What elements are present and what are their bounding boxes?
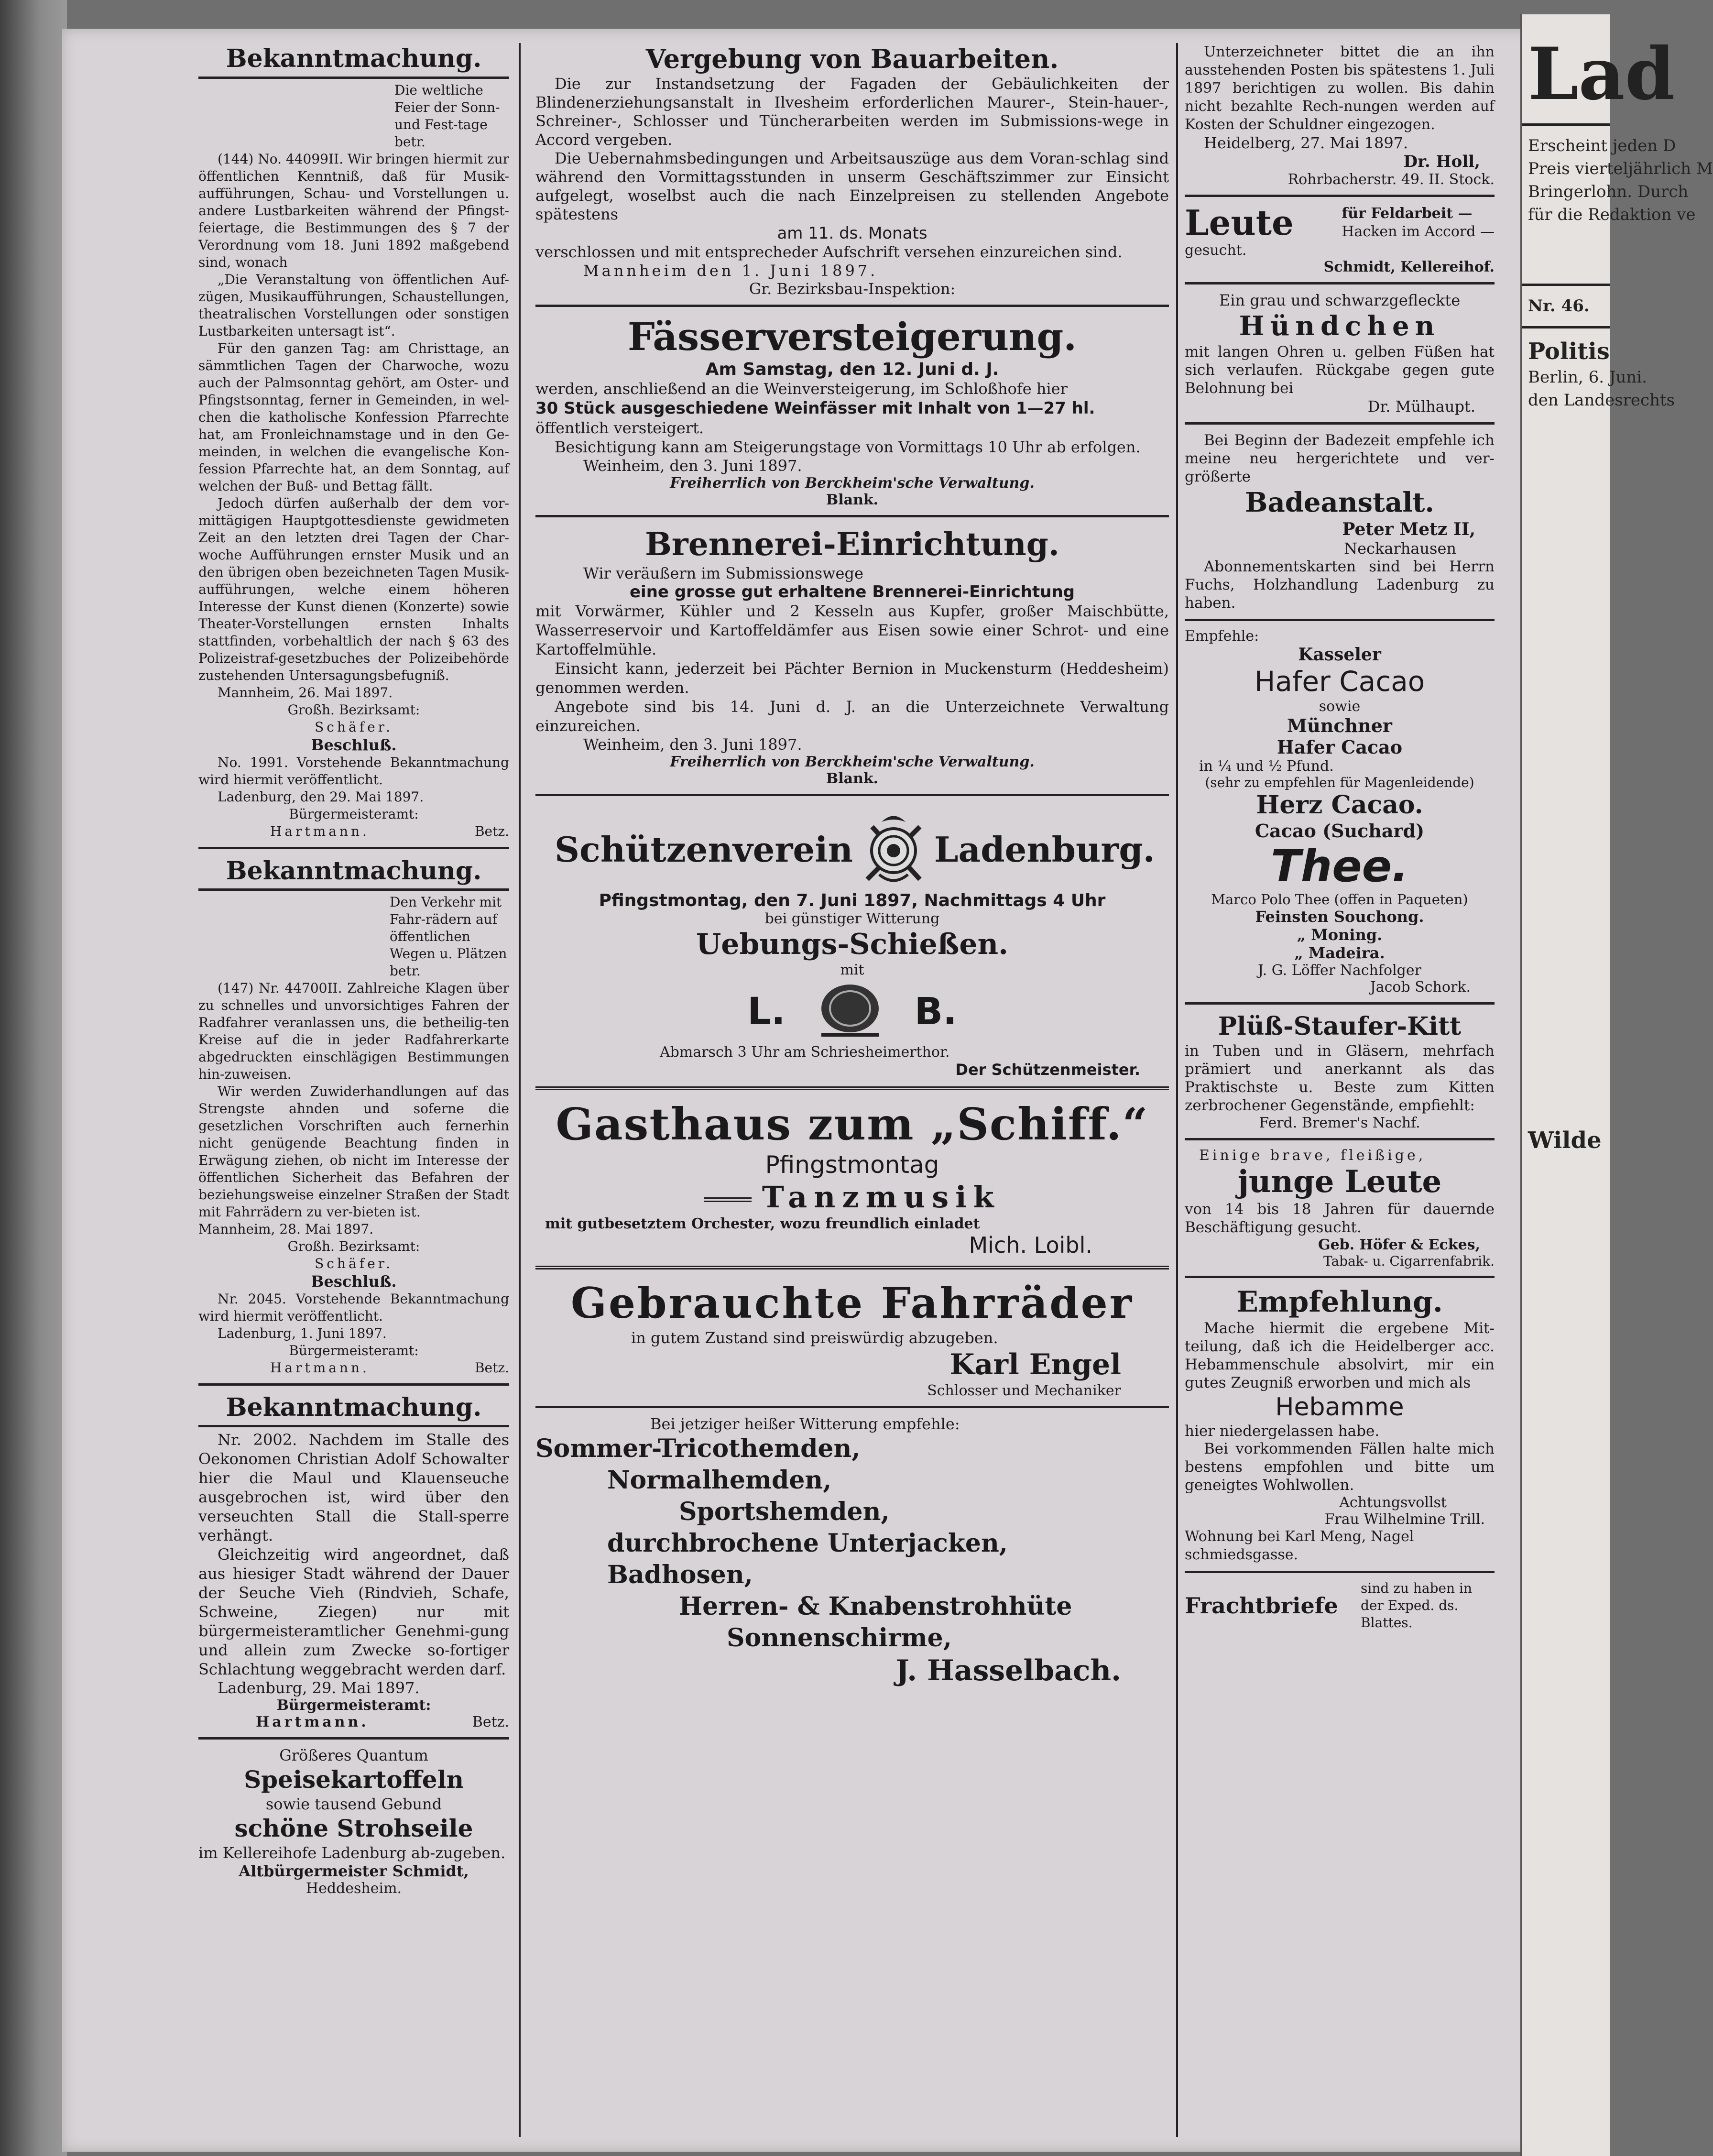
ad-bathhouse [1185,431,1495,612]
ad-headline: Uebungs-Schießen. [696,928,1009,961]
notice-paragraph: Die zur Instandsetzung der Fagaden der Gebäulichkeiten der Blindenerziehungsanstalt in Ilvesheim erforderlichen Maurer-, Stein-hauer-, Schreiner-, Schlosser und Tüncherarbeiten werden im Submissions-wege in Accord vergeben. [535,75,1169,149]
divider [1522,326,1610,328]
ad-headline: Hebamme [1275,1393,1404,1422]
notice-place-date: Mannheim, 26. Mai 1897. [218,685,393,700]
ad-subtitle: Am Samstag, den 12. Juni d. J. [705,360,999,379]
text-fragment: Bringerlohn. Durch [1528,182,1689,201]
ad-line: „ Moning. [1297,926,1383,944]
ad-lost-dog [1185,291,1495,416]
ad-signature: Mich. Loibl. [969,1232,1092,1258]
ad-headline-text: Tanzmusik [762,1180,1001,1215]
ad-signature-2: Blank. [826,492,879,508]
ad-signature: Dr. Mülhaupt. [1367,397,1475,416]
text-fragment: Berlin, 6. Juni. [1528,368,1647,387]
issue-number-fragment: Nr. 46. [1528,296,1590,316]
notice-place-date: Ladenburg, 29. Mai 1897. [218,1679,420,1697]
ad-barrel-auction [535,314,1169,508]
notice-paragraph: Jedoch dürfen außerhalb der dem vor-mittägigen Hauptgottesdienste gewidmeten Zeit an den letzten drei Tagen der Char-woche Aufführungen ernster Musik und an den übrigen oben bezeichneten Tagen Musik-aufführungen, welche einem höheren Interesse der Kunst dienen (Konzerte) sowie Theater-Vorstellungen ernsten Inhalts stattfinden, vorbehaltlich der nach § 63 des Polizeistraf-gesetzbuches der Polizeibehörde zustehenden Untersagungsbefugniß. [198,495,509,683]
ad-line: für Feldarbeit — [1342,205,1473,222]
ad-line: Achtungsvollst [1339,1494,1447,1511]
ad-line: gesucht. [1185,242,1247,259]
ad-paragraph: von 14 bis 18 Jahren für dauernde Beschäftigung gesucht. [1185,1201,1495,1236]
ad-paragraph: Abonnementskarten sind bei Herrn Fuchs, Holzhandlung Ladenburg zu haben. [1185,558,1495,612]
divider [535,794,1169,796]
divider [1185,1002,1495,1005]
ad-title: Gebrauchte Fahrräder [570,1278,1134,1328]
notice-signature-2: Betz. [472,1714,509,1730]
divider [1522,284,1610,286]
notice-office: Großh. Bezirksamt: [287,1238,420,1254]
notice-sunday-celebration [198,43,509,840]
ad-paragraph: mit langen Ohren u. gelben Füßen hat sich verlaufen. Rückgabe gegen gute Belohnung bei [1185,343,1495,397]
ad-paragraph: Einsicht kann, jederzeit bei Pächter Bernion in Muckensturm (Heddesheim) genommen werden. [535,659,1169,697]
ad-headline: schöne Strohseile [234,1814,473,1842]
notice-paragraph: Wir werden Zuwiderhandlungen auf das Strengste ahnden und soferne die gesetzlichen Vorschriften auch fernerhin nicht genügende Beachtung finden in Erwägung ziehen, ob nicht im Interesse der öffentlichen Sicherheit das Befahren der beziehungsweise einzelner Straßen der Stadt mit Fahrrädern zu ver-bieten ist. [198,1083,509,1220]
ad-line: Einige brave, fleißige, [1199,1147,1426,1164]
ad-potatoes [198,1746,509,1897]
ad-line: in gutem Zustand sind preiswürdig abzugeben. [631,1329,998,1347]
notice-office: Bürgermeisteramt: [276,1697,431,1714]
divider [1185,195,1495,197]
ad-line: Empfehle: [1185,628,1259,645]
resolution-signature-2: Betz. [474,823,509,839]
ad-line: Pfingstmontag, den 7. Juni 1897, Nachmittags 4 Uhr [599,891,1106,910]
ad-signature-2: Jacob Schork. [1370,979,1471,996]
ad-line: bei günstiger Witterung [764,910,940,927]
ad-headline: junge Leute [1237,1164,1442,1200]
notice-paragraph: verschlossen und mit entsprecheder Aufschrift versehen einzureichen sind. [535,243,1123,261]
ad-title: Gasthaus zum „Schiff.“ [556,1098,1149,1150]
ad-line: Hacken im Accord — [1342,223,1495,240]
adjacent-page-fragment [1520,14,1713,2156]
divider [1522,123,1610,126]
notice-subject: Den Verkehr mit Fahr-rädern auf öffentlichen Wegen u. Plätzen betr. [390,894,507,979]
notice-title: Bekanntmachung. [226,856,482,886]
ad-line: mit [840,962,864,978]
notice-paragraph: Unterzeichneter bittet die an ihn ausstehenden Posten bis spätestens 1. Juli 1897 berichtigen zu wollen. Bis dahin nicht bezahlte Rech-nungen werden auf Kosten der Schuldner eingezogen. [1185,44,1495,133]
ad-distillery [535,524,1169,787]
column-middle [535,43,1169,2137]
ad-paragraph: Bei vorkommenden Fällen halte mich bestens empfohlen und bitte um geneigtes Wohlwollen. [1185,1440,1495,1494]
ad-line: „ Madeira. [1294,944,1385,962]
notice-address: Rohrbacherstr. 49. II. Stock. [1287,171,1495,188]
divider [1185,1276,1495,1278]
ad-paragraph: Mache hiermit die ergebene Mit-teilung, daß ich die Heidelberger acc. Hebammenschule absolvirt, mir ein gutes Zeugniß erworben und mich als [1185,1320,1495,1391]
ad-line: Wir veräußern im Submissionswege [583,564,863,582]
ad-headline: Empfehlung. [1236,1285,1443,1319]
column-rule [1176,43,1178,2137]
ad-headline: Speisekartoffeln [244,1765,464,1794]
ad-field-workers [1185,204,1495,275]
notice-signature: Schäfer. [315,1256,393,1271]
ad-signature: Altbürgermeister Schmidt, [239,1862,469,1880]
ad-paragraph: in Tuben und in Gläsern, mehrfach prämiert und anerkannt als das Praktischste u. Beste zum Kitten zerbrochener Gegenstände, empfiehlt: [1185,1042,1495,1114]
ad-line: in ¼ und ½ Pfund. [1199,758,1334,775]
ad-signature-title: Schlosser und Mechaniker [927,1382,1121,1399]
notice-title: Bekanntmachung. [226,44,482,73]
notice-title: Bekanntmachung. [226,1393,482,1422]
ad-signature: Freiherrlich von Berckheim'sche Verwaltung. [670,754,1035,770]
ad-signature: Karl Engel [949,1348,1121,1381]
ad-midwife [1185,1285,1495,1564]
divider [198,1737,509,1740]
ad-signature-place: Neckarhausen [1344,539,1456,558]
divider [535,1406,1169,1408]
ad-line: Marco Polo Thee (offen in Paqueten) [1211,891,1468,908]
ad-letter-left: L. [747,990,786,1033]
ad-line-emphasis: 30 Stück ausgeschiedene Weinfässer mit Inhalt von 1—27 hl. [535,399,1095,418]
divider [535,1266,1169,1270]
ad-signature-place: Heddesheim. [306,1880,402,1897]
ad-headline: Herz Cacao. [1256,790,1423,820]
ad-line: sind zu haben in der Exped. ds. Blattes. [1361,1580,1473,1631]
divider [535,305,1169,307]
divider [1185,282,1495,285]
ad-line: mit gutbesetztem Orchester, wozu freundlich einladet [545,1215,980,1232]
ad-line: sowie tausend Gebund [265,1795,442,1813]
ad-line: im Kellereihofe Ladenburg ab-zugeben. [198,1844,506,1862]
divider [1185,619,1495,621]
text-fragment: den Landesrechts [1528,391,1675,410]
ad-line: Kasseler [1298,645,1381,665]
ad-letter-right: B. [914,990,957,1033]
masthead-fragment: Lad [1528,32,1675,116]
notice-signature: Hartmann. [256,1714,369,1730]
ad-signature: J. G. Löffer Nachfolger [1258,962,1421,979]
ad-item: Sonnenschirme, [727,1623,952,1653]
divider [198,77,509,79]
ad-shooting-club [535,803,1169,989]
ad-signature: Frau Wilhelmine Trill. [1324,1511,1485,1528]
ad-signature: Ferd. Bremer's Nachf. [1259,1115,1420,1131]
notice-deadline: am 11. ds. Monats [777,224,927,243]
ad-headline: Hündchen [1239,310,1440,342]
ad-headline: Badeanstalt. [1245,487,1434,518]
ad-signature: Geb. Höfer & Eckes, [1318,1237,1480,1253]
dash-ornament [704,1197,752,1202]
ad-line-emphasis: eine grosse gut erhaltene Brennerei-Einrichtung [630,582,1075,602]
ad-headline: Hafer Cacao [1254,665,1425,698]
resolution-office: Bürgermeisteramt: [289,1343,419,1358]
ad-item: Sportshemden, [679,1497,890,1526]
ad-headline: Plüß-Staufer-Kitt [1218,1012,1462,1041]
notice-debts [1185,43,1495,188]
resolution-place-date: Ladenburg, den 29. Mai 1897. [218,789,424,805]
ad-signature: Schmidt, Kellereihof. [1323,259,1495,275]
ad-item: Badhosen, [607,1560,753,1589]
ad-headline: Leute [1185,202,1294,243]
ad-signature: Der Schützenmeister. [955,1061,1140,1079]
headline-fragment: Wilde [1528,1127,1602,1154]
ad-line: Ein grau und schwarzgefleckte [1219,291,1461,309]
notice-paragraph: „Die Veranstaltung von öffentlichen Auf-zügen, Musikaufführungen, Schaustellungen, theatralischen Vorstellungen oder sonstigen Lustbarkeiten untersagt ist“. [198,272,509,339]
section-title-fragment: Politis [1528,338,1610,365]
ad-item: durchbrochene Unterjacken, [607,1529,1008,1558]
ad-headline: Thee. [1271,841,1408,892]
notice-place-date: Mannheim, 28. Mai 1897. [198,1221,374,1237]
resolution-office: Bürgermeisteramt: [289,806,419,822]
divider [1185,1138,1495,1140]
ad-signature-2: Blank. [826,770,879,787]
divider [198,888,509,891]
resolution-signature: Hartmann. [270,823,370,839]
barrel-icon [814,980,886,1044]
ad-line: (sehr zu empfehlen für Magenleidende) [1205,775,1474,790]
ad-inn-schiff [535,1098,1169,1258]
column-left [198,43,509,2137]
divider [198,1425,509,1427]
notice-construction-works [535,43,1169,298]
ad-item: Herren- & Knabenstrohhüte [679,1592,1072,1621]
ad-title: Fässerversteigerung. [627,314,1077,359]
ad-line: öffentlich versteigert. [535,419,704,437]
notice-place-date: Mannheim den 1. Juni 1897. [583,262,878,280]
ad-place-date: Weinheim, den 3. Juni 1897. [583,735,802,754]
ad-line: Münchner [1287,715,1392,736]
notice-paragraph: (144) No. 44099II. Wir bringen hiermit zur öffentlichen Kenntniß, daß für Musik-aufführungen, Schau- und Vorstellungen u. andere Lustbarkeiten während der Pfingst-feiertage, die Bestimmungen des § 7 der Verordnung vom 18. Juni 1892 maßgebend sind, wonach [198,151,509,270]
ad-line: werden, anschließend an die Weinversteigerung, im Schloßhofe hier [535,380,1068,398]
ad-shooting-club-2 [535,980,1169,1079]
notice-paragraph: Nr. 2002. Nachdem im Stalle des Oekonomen Christian Adolf Schowalter hier die Maul und Klauenseuche ausgebrochen ist, wird über den verseuchten Stall die Stall-sperre verhängt. [198,1431,509,1544]
ad-waybills [1185,1580,1495,1631]
ad-title-right: Ladenburg. [934,829,1155,870]
ad-signature: Peter Metz II, [1342,519,1475,539]
ad-headline: Frachtbriefe [1185,1593,1338,1619]
ad-title: Brennerei-Einrichtung. [645,525,1059,563]
ad-line: Hafer Cacao [1277,736,1403,758]
ad-glue [1185,1011,1495,1131]
notice-title: Vergebung von Bauarbeiten. [645,44,1059,74]
ad-paragraph: mit Vorwärmer, Kühler und 2 Kesseln aus Kupfer, großer Maischbütte, Wasserreservoir und Kartoffeldämfer aus Eisen sowie einer Schrot- und eine Kartoffelmühle. [535,602,1169,658]
ad-line: hier niedergelassen habe. [1185,1423,1380,1440]
notice-signature: Dr. Holl, [1403,152,1480,171]
ad-item: Sommer-Tricothemden, [535,1434,861,1463]
book-binding [0,0,67,2156]
ad-line: Bei jetziger heißer Witterung empfehle: [650,1415,960,1433]
ad-title-left: Schützenverein [555,829,853,870]
ad-summer-clothing [535,1415,1169,1687]
ad-signature: Freiherrlich von Berckheim'sche Verwaltung. [670,475,1035,492]
divider [535,1086,1169,1090]
ad-line: Abmarsch 3 Uhr am Schriesheimerthor. [660,1044,950,1061]
resolution-text: Nr. 2045. Vorstehende Bekanntmachung wird hiermit veröffentlicht. [198,1291,509,1324]
ad-signature: J. Hasselbach. [895,1654,1121,1687]
divider [1185,1571,1495,1573]
notice-paragraph: Für den ganzen Tag: am Christtage, an sämmtlichen Tagen der Charwoche, wozu auch der Palmsonntag gehört, am Oster- und Pfingstsonntag, ferner in Gemeinden, in wel-chen die katholische Konfession Pfarrechte hat, am Fronleichnamstage und in den Ge-meinden, in welchen die evangelische Kon-fession Pfarrechte hat, an dem Sonntag, auf welchen der Buß- und Bettag fällt. [198,340,509,494]
divider [198,1383,509,1386]
notice-subject: Die weltliche Feier der Sonn- und Fest-tage betr. [394,82,500,150]
ad-line: Wohnung bei Karl Meng, Nagel schmiedsgasse. [1185,1528,1414,1563]
ad-headline [535,1179,1169,1215]
resolution-title: Beschluß. [311,1272,397,1291]
resolution-place-date: Ladenburg, 1. Juni 1897. [218,1325,387,1341]
ad-young-workers [1185,1147,1495,1269]
ad-line: sowie [1319,698,1361,715]
notice-foot-and-mouth [198,1392,509,1730]
ad-line: Pfingstmontag [765,1151,939,1179]
notice-signature: Schäfer. [315,719,393,735]
ad-cacao-tea [1185,628,1495,996]
ad-signature-2: Tabak- u. Cigarrenfabrik. [1323,1253,1495,1269]
notice-place-date: Heidelberg, 27. Mai 1897. [1204,134,1408,152]
divider [198,847,509,849]
notice-paragraph: Gleichzeitig wird angeordnet, daß aus hiesiger Stadt während der Dauer der Seuche Vieh (Rindvieh, Schafe, Schweine, Ziegen) nur mit bürgermeisteramtlicher Genehmi-gung und allein zum Zwecke so-fortiger Schlachtung weggebracht werden darf. [198,1545,509,1678]
text-fragment: Preis vierteljährlich M [1528,159,1713,178]
ad-line: Cacao (Suchard) [1255,820,1425,842]
ad-line: Feinsten Souchong. [1255,908,1424,926]
notice-signature: Gr. Bezirksbau-Inspektion: [749,280,956,298]
shooting-target-emblem-icon [853,808,934,891]
divider [1185,422,1495,425]
notice-paragraph: Die Uebernahmsbedingungen und Arbeitsauszüge aus dem Voran-schlag sind während den Vormittagsstunden in unserm Geschäftszimmer zur Einsicht aufgelegt, woselbst auch die nach Einzelpreisen zu stellenden Angebote spätestens [535,149,1169,223]
resolution-signature: Hartmann. [270,1360,370,1376]
notice-bicycles [198,856,509,1377]
divider [535,515,1169,517]
ad-place-date: Weinheim, den 3. Juni 1897. [583,457,802,475]
ad-paragraph: Bei Beginn der Badezeit empfehle ich meine neu hergerichtete und ver-größerte [1185,432,1495,485]
ad-line: Größeres Quantum [279,1746,428,1764]
column-right [1185,43,1495,2137]
resolution-signature-2: Betz. [474,1360,509,1376]
ad-paragraph: Angebote sind bis 14. Juni d. J. an die Unterzeichnete Verwaltung einzureichen. [535,698,1169,735]
ad-item: Normalhemden, [607,1466,832,1495]
text-fragment: für die Redaktion ve [1528,205,1696,224]
notice-paragraph: (147) Nr. 44700II. Zahlreiche Klagen über zu schnelles und unvorsichtiges Fahren der Radfahrer veranlassen uns, die betheilig-ten Kreise auf die in jeder Radfahrerkarte abgedruckten einschlägigen Bestimmungen hin-zuweisen. [198,980,509,1082]
ad-paragraph: Besichtigung kann am Steigerungstage von Vormittags 10 Uhr ab erfolgen. [555,438,1141,456]
ad-used-bicycles [535,1277,1169,1399]
resolution-text: No. 1991. Vorstehende Bekanntmachung wird hiermit veröffentlicht. [198,755,509,788]
resolution-title: Beschluß. [311,736,397,754]
column-rule [519,43,521,2137]
text-fragment: Erscheint jeden D [1528,136,1676,155]
notice-office: Großh. Bezirksamt: [287,702,420,718]
